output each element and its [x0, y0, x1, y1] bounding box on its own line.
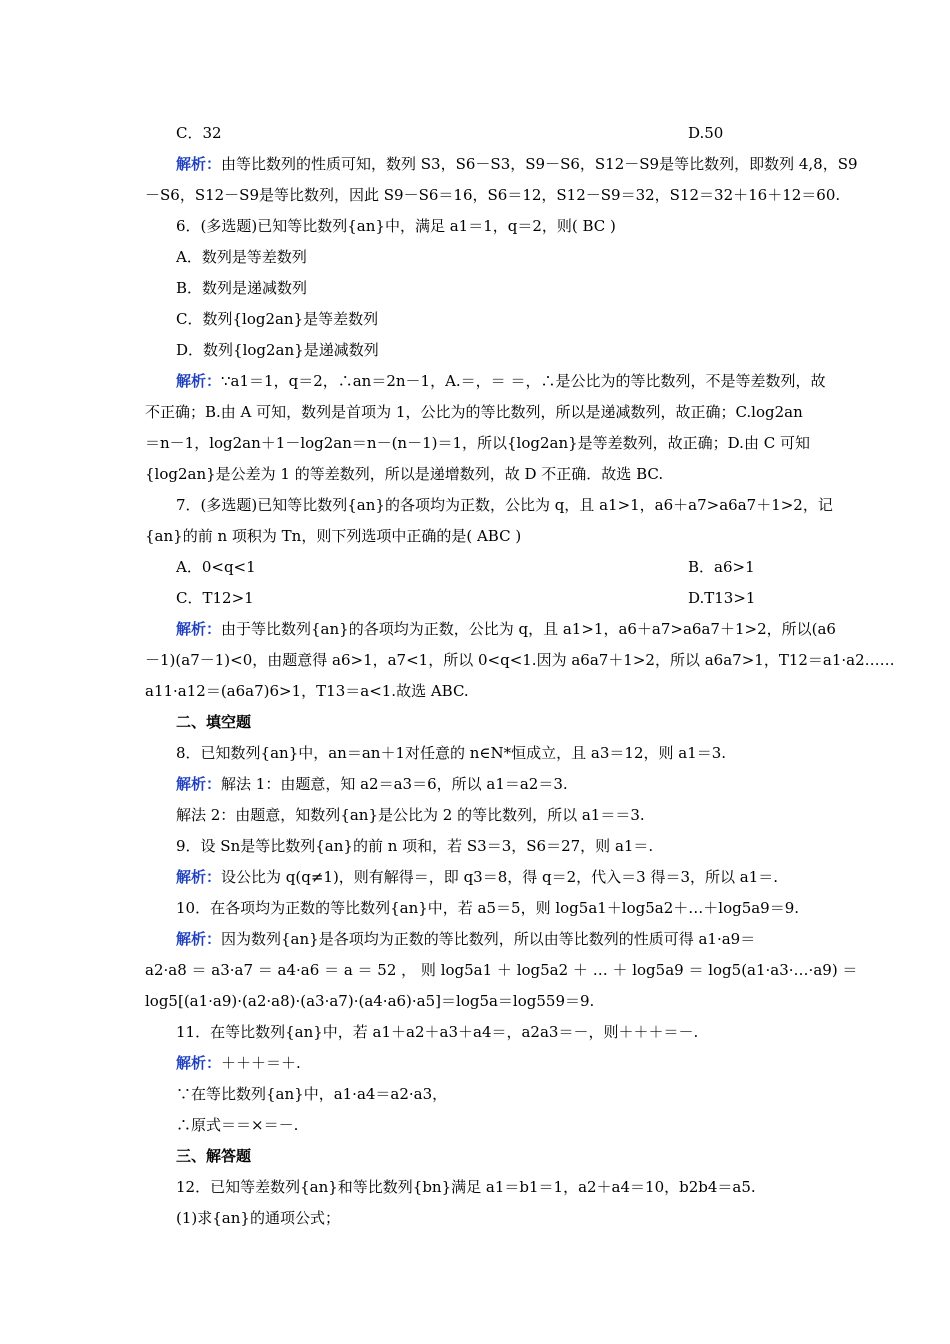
solution-label: 解析：	[176, 930, 222, 948]
question-text: 6．(多选题)已知等比数列{an}中，满足 a1＝1，q＝2，则( BC )	[176, 217, 616, 235]
question-text: 12．已知等差数列{an}和等比数列{bn}满足 a1＝b1＝1，a2＋a4＝10，b2b4＝a5.	[176, 1178, 756, 1196]
question-text: 7．(多选题)已知等比数列{an}的各项均为正数，公比为 q，且 a1>1，a6＋a7>a6a7＋1>2，记	[176, 496, 833, 514]
solution-text: ∵在等比数列{an}中，a1·a4＝a2·a3，	[176, 1085, 448, 1103]
solution-label: 解析：	[176, 620, 222, 638]
solution-text: ＝n－1，log2an＋1－log2an＝n－(n－1)＝1，所以{log2an}是等差数列，故正确；D.由 C 可知	[145, 434, 810, 452]
text-line	[145, 521, 810, 552]
text-line	[145, 459, 810, 490]
question-text: 8．已知数列{an}中，an＝an＋1对任意的 n∈N*恒成立，且 a3＝12，则 a1＝3.	[176, 744, 727, 762]
question-line	[176, 490, 833, 521]
option-text: B．数列是递减数列	[176, 279, 308, 297]
section-heading	[176, 1141, 810, 1172]
text-line	[145, 428, 810, 459]
solution-text: 由于等比数列{an}的各项均为正数，公比为 q，且 a1>1，a6＋a7>a6a7＋1>2，所以(a6	[221, 620, 836, 638]
solution-text: －S6，S12－S9是等比数列，因此 S9－S6＝16，S6＝12，S12－S9＝32，S12＝32＋16＋12＝60.	[145, 186, 841, 204]
option-text: B．a6>1	[688, 558, 755, 576]
option-line	[176, 335, 810, 366]
solution-line	[176, 149, 858, 180]
option-text: D.50	[688, 124, 724, 142]
solution-line	[176, 1048, 810, 1079]
option-line	[176, 242, 810, 273]
question-line	[176, 211, 810, 242]
option-text: D.T13>1	[688, 589, 756, 607]
text-line	[145, 955, 858, 986]
option-line	[176, 552, 810, 583]
solution-line	[176, 862, 810, 893]
solution-label: 解析：	[176, 775, 222, 793]
question-text: {an}的前 n 项积为 Tn，则下列选项中正确的是( ABC )	[145, 527, 522, 545]
question-text: 11．在等比数列{an}中，若 a1＋a2＋a3＋a4＝，a2a3＝－，则＋＋＋＝－.	[176, 1023, 699, 1041]
option-line	[176, 304, 810, 335]
option-text: A．数列是等差数列	[176, 248, 307, 266]
option-text: D．数列{log2an}是递减数列	[176, 341, 379, 359]
option-text: C．数列{log2an}是等差数列	[176, 310, 379, 328]
question-line	[176, 738, 810, 769]
solution-label: 解析：	[176, 868, 222, 886]
solution-label: 解析：	[176, 1054, 222, 1072]
question-text: 10．在各项均为正数的等比数列{an}中，若 a5＝5，则 log5a1＋log5a2＋…＋log5a9＝9.	[176, 899, 800, 917]
solution-text: ＋＋＋＝＋.	[221, 1054, 301, 1072]
text-line	[145, 397, 810, 428]
solution-line	[176, 769, 810, 800]
solution-text: log5[(a1·a9)·(a2·a8)·(a3·a7)·(a4·a6)·a5]＝log5a＝log559＝9.	[145, 992, 595, 1010]
solution-text: a2·a8 ＝ a3·a7 ＝ a4·a6 ＝ a ＝ 52 ， 则 log5a1 ＋ log5a2 ＋ … ＋ log5a9 ＝ log5(a1·a3·…·a9) ＝	[145, 961, 858, 979]
solution-text: {log2an}是公差为 1 的等差数列，所以是递增数列，故 D 不正确．故选 BC.	[145, 465, 664, 483]
solution-text: 解法 2：由题意，知数列{an}是公比为 2 的等比数列，所以 a1＝＝3.	[176, 806, 645, 824]
text-line	[176, 1079, 810, 1110]
solution-text: －1)(a7－1)<0，由题意得 a6>1，a7<1，所以 0<q<1.因为 a6a7＋1>2，所以 a6a7>1，T12＝a1·a2……	[145, 651, 895, 669]
text-line	[145, 986, 810, 1017]
question-line	[176, 831, 810, 862]
solution-text: ∴原式＝＝×＝－.	[176, 1116, 299, 1134]
solution-label: 解析：	[176, 372, 222, 390]
section-heading	[176, 707, 810, 738]
solution-line	[176, 366, 826, 397]
solution-line	[176, 924, 810, 955]
question-line	[176, 1017, 810, 1048]
solution-text: 由等比数列的性质可知，数列 S3，S6－S3，S9－S6，S12－S9是等比数列，即数列 4,8，S9	[221, 155, 858, 173]
question-line	[176, 1203, 810, 1234]
solution-text: 解法 1：由题意，知 a2＝a3＝6，所以 a1＝a2＝3.	[221, 775, 568, 793]
question-text: (1)求{an}的通项公式；	[176, 1209, 340, 1227]
option-text: C．T12>1	[176, 589, 254, 607]
text-line	[145, 180, 841, 211]
solution-text: 因为数列{an}是各项均为正数的等比数列，所以由等比数列的性质可得 a1·a9＝	[221, 930, 756, 948]
option-line	[176, 583, 810, 614]
solution-text: 设公比为 q(q≠1)，则有解得＝，即 q3＝8，得 q＝2，代入＝3 得＝3，所以 a1＝.	[221, 868, 779, 886]
text-line	[145, 676, 810, 707]
question-text: 9．设 Sn是等比数列{an}的前 n 项和，若 S3＝3，S6＝27，则 a1＝.	[176, 837, 654, 855]
solution-label: 解析：	[176, 155, 222, 173]
section-heading-text: 三、解答题	[176, 1147, 252, 1165]
question-line	[176, 893, 810, 924]
option-c-line	[176, 118, 810, 149]
solution-text: a11·a12＝(a6a7)6>1，T13＝a<1.故选 ABC.	[145, 682, 469, 700]
question-line	[176, 1172, 810, 1203]
text-line	[145, 645, 895, 676]
text-line	[176, 800, 810, 831]
section-heading-text: 二、填空题	[176, 713, 252, 731]
solution-text: 不正确；B.由 A 可知，数列是首项为 1，公比为的等比数列，所以是递减数列，故正确；C.log2an	[145, 403, 803, 421]
option-text: A．0<q<1	[176, 558, 256, 576]
text-line	[176, 1110, 810, 1141]
solution-line	[176, 614, 836, 645]
option-text: C．32	[176, 124, 222, 142]
solution-text: ∵a1＝1，q＝2，∴an＝2n－1，A.＝，＝ ＝，∴是公比为的等比数列，不是等差数列，故	[221, 372, 826, 390]
option-line	[176, 273, 810, 304]
